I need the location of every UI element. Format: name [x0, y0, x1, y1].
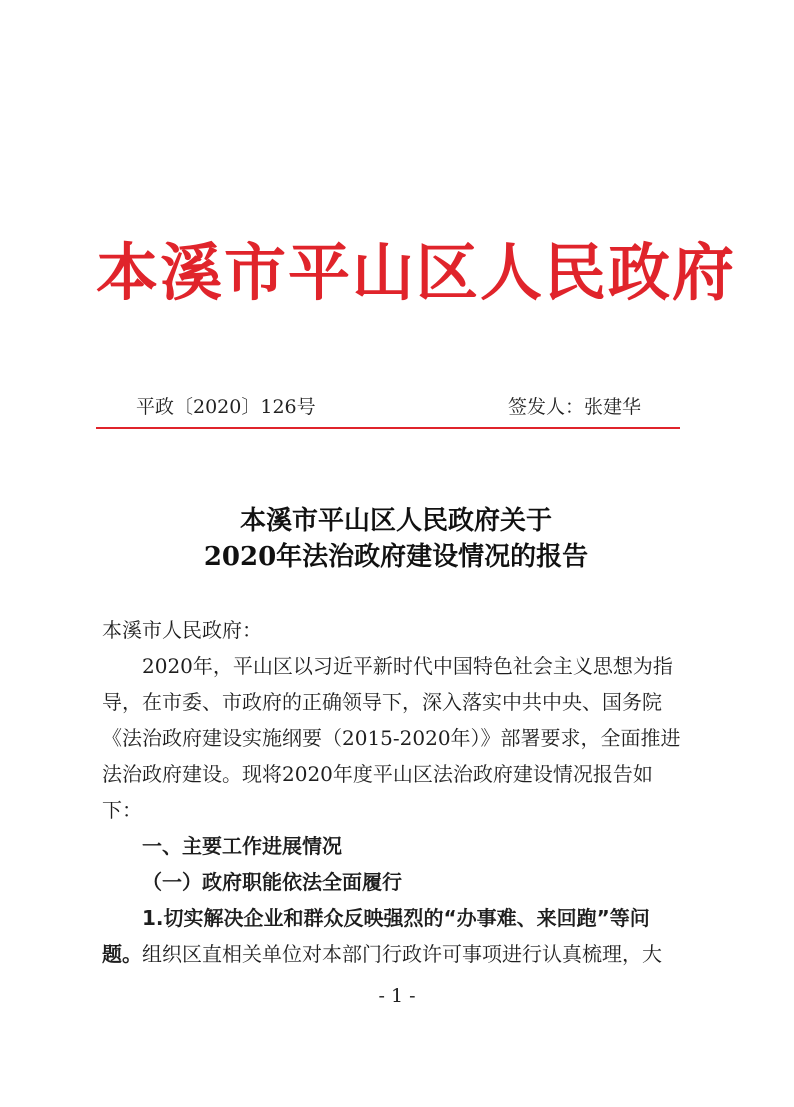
signer-label: 签发人： [508, 396, 585, 418]
intro-line-3: 《法治政府建设实施纲要（2015-2020年）》部署要求，全面推进 [102, 726, 681, 750]
item-1-line-2-bold: 题。 [102, 942, 142, 966]
page-number: - 1 - [378, 985, 416, 1007]
document-number: 平政〔2020〕126号 [136, 396, 316, 418]
intro-line-4: 法治政府建设。现将2020年度平山区法治政府建设情况报告如 [102, 762, 653, 786]
document-title-line-1: 本溪市平山区人民政府关于 [239, 506, 552, 536]
signer-line [508, 392, 641, 419]
intro-line-2: 导，在市委、市政府的正确领导下，深入落实中共中央、国务院 [102, 690, 662, 714]
item-1-line-2-rest: 组织区直相关单位对本部门行政许可事项进行认真梳理，大 [142, 942, 662, 966]
intro-line-5: 下： [102, 798, 142, 822]
item-1-line-1: 1.切实解决企业和群众反映强烈的“办事难、来回跑”等问 [142, 906, 650, 930]
document-title-line-2: 2020年法治政府建设情况的报告 [203, 542, 589, 572]
item-1-line-2 [102, 940, 662, 968]
signer-name: 张建华 [584, 396, 642, 418]
subsection-heading-1: （一）政府职能依法全面履行 [142, 870, 402, 894]
section-heading-1: 一、主要工作进展情况 [142, 834, 342, 858]
red-divider-line [96, 427, 680, 429]
intro-line-1: 2020年，平山区以习近平新时代中国特色社会主义思想为指 [142, 654, 673, 678]
salutation: 本溪市人民政府： [102, 618, 262, 642]
issuer-masthead: 本溪市平山区人民政府 [96, 236, 737, 309]
